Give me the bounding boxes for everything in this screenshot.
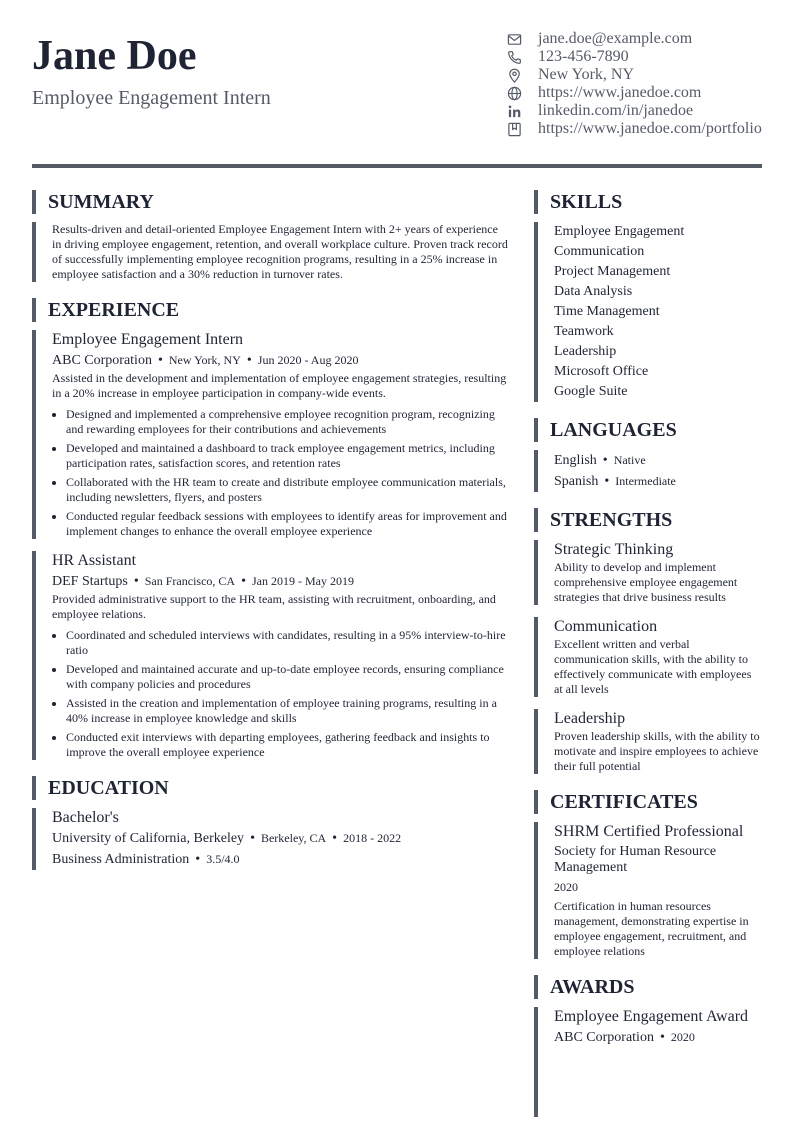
location-pin-icon: [506, 67, 522, 83]
contact-email[interactable]: [506, 30, 766, 48]
strength-title: Communication: [554, 618, 658, 635]
job-dates: Jun 2020 - Aug 2020: [257, 353, 359, 367]
job-company: DEF Startups: [52, 574, 128, 589]
contact-list: [506, 30, 766, 138]
strength-item: [534, 617, 762, 697]
strength-item: [534, 709, 762, 774]
globe-icon: [506, 85, 522, 101]
language-item: English • Native: [554, 453, 646, 468]
skill-item: Microsoft Office: [554, 364, 649, 379]
linkedin-icon: [506, 103, 522, 119]
school-name: University of California, Berkeley: [52, 831, 245, 846]
job-company: ABC Corporation: [52, 353, 152, 368]
education-section: [32, 776, 510, 870]
strength-title: Strategic Thinking: [554, 541, 674, 558]
school-location: Berkeley, CA: [260, 831, 327, 845]
list-item: • Developed and maintained a dashboard to track employee engagement metrics, including participation rates, satisfaction scores, and retention rates: [66, 441, 510, 471]
contact-linkedin[interactable]: [506, 102, 766, 120]
award-year: 2020: [670, 1030, 695, 1044]
list-item: • Conducted regular feedback sessions with employees to identify areas for improvement and implement changes to enhance the overall employee experience: [66, 509, 510, 539]
list-item: • Developed and maintained accurate and up-to-date employee records, ensuring compliance with company policies and procedures: [66, 662, 510, 692]
language-level: Native: [613, 453, 646, 467]
skill-item: Time Management: [554, 304, 660, 319]
phone-icon: [506, 49, 522, 65]
contact-phone[interactable]: [506, 48, 766, 66]
skill-item: Teamwork: [554, 324, 614, 339]
candidate-title: Employee Engagement Intern: [32, 87, 271, 109]
strengths-section: [534, 508, 762, 774]
certificate-issuer: Society for Human Resource Management: [554, 844, 717, 875]
contact-website-text: https://www.janedoe.com: [538, 84, 702, 101]
certificates-section: [534, 790, 762, 959]
education-meta: University of California, Berkeley • Berkeley, CA • 2018 - 2022: [52, 831, 402, 846]
resume-header: [32, 30, 762, 150]
skill-item: Leadership: [554, 344, 617, 359]
list-item: • Designed and implemented a comprehensive employee recognition program, recognizing and rewarding employees for their contributions and achievements: [66, 407, 510, 437]
section-heading: EDUCATION: [32, 776, 510, 800]
section-heading: SUMMARY: [32, 190, 510, 214]
list-item: • Coordinated and scheduled interviews with candidates, resulting in a 95% interview-to-hire ratio: [66, 628, 510, 658]
summary-text: Results-driven and detail-oriented Employee Engagement Intern with 2+ years of experience in driving employee engagement, retention, and overall workplace culture. Proven track record of successfully implementing employee recognition programs, resulting in a 25% increase in employee satisfaction and a 30% reduction in turnover rates.: [52, 222, 508, 281]
language-level: Intermediate: [615, 474, 676, 488]
awards-section: [534, 975, 762, 1117]
language-name: English: [554, 453, 597, 468]
job-bullets: [52, 407, 510, 539]
award-title: Employee Engagement Award: [554, 1008, 749, 1025]
education-item: [32, 808, 510, 870]
candidate-name: Jane Doe: [32, 33, 197, 79]
strength-text: Ability to develop and implement comprehensive employee engagement strategies that drive business results: [554, 560, 738, 604]
section-heading: AWARDS: [534, 975, 762, 999]
languages-section: [534, 418, 762, 492]
job-meta: DEF Startups • San Francisco, CA • Jan 2019 - May 2019: [52, 574, 354, 589]
award-item: [534, 1007, 762, 1117]
job-description: Provided administrative support to the HR team, assisting with recruitment, onboarding, and employee relations.: [52, 592, 496, 621]
skills-section: [534, 190, 762, 402]
award-meta: ABC Corporation • 2020: [554, 1030, 695, 1045]
degree: Bachelor's: [52, 809, 119, 826]
award-issuer: ABC Corporation: [554, 1030, 654, 1045]
strength-title: Leadership: [554, 710, 626, 727]
contact-email-text: jane.doe@example.com: [538, 30, 693, 47]
side-column: [534, 190, 762, 1117]
summary-body: [32, 222, 510, 282]
gpa: 3.5/4.0: [206, 852, 240, 866]
contact-phone-text: 123-456-7890: [538, 48, 629, 65]
experience-item: [32, 330, 510, 539]
experience-item: [32, 551, 510, 760]
skill-item: Project Management: [554, 264, 671, 279]
strength-text: Proven leadership skills, with the ability to motivate and inspire employees to achieve their full potential: [554, 729, 760, 773]
header-divider: [32, 164, 762, 168]
section-heading: LANGUAGES: [534, 418, 762, 442]
list-item: • Collaborated with the HR team to create and distribute employee communication materials, including newsletters, flyers, and posters: [66, 475, 510, 505]
certificate-item: [534, 822, 762, 959]
contact-linkedin-text: linkedin.com/in/janedoe: [538, 102, 694, 119]
skill-item: Google Suite: [554, 384, 628, 399]
certificate-text: Certification in human resources management, demonstrating expertise in employee engagement, recruitment, and employee relations: [554, 899, 749, 958]
job-title: Employee Engagement Intern: [52, 331, 244, 348]
job-bullets: [52, 628, 510, 760]
education-dates: 2018 - 2022: [343, 831, 402, 845]
section-heading: SKILLS: [534, 190, 762, 214]
contact-website[interactable]: [506, 84, 766, 102]
list-item: • Assisted in the creation and implementation of employee training programs, resulting in a 40% increase in employee knowledge and skills: [66, 696, 510, 726]
field-of-study: Business Administration: [52, 852, 190, 867]
contact-portfolio-text: https://www.janedoe.com/portfolio: [538, 120, 762, 137]
skills-list: [534, 222, 762, 402]
section-heading: STRENGTHS: [534, 508, 762, 532]
skill-item: Employee Engagement: [554, 224, 685, 239]
certificate-year: 2020: [554, 880, 578, 894]
experience-section: [32, 298, 510, 760]
education-field-line: Business Administration • 3.5/4.0: [52, 852, 240, 867]
bookmark-icon: [506, 121, 522, 137]
contact-location-text: New York, NY: [538, 66, 635, 83]
language-item: Spanish • Intermediate: [554, 474, 676, 489]
strength-item: [534, 540, 762, 605]
mail-icon: [506, 31, 522, 47]
certificate-title: SHRM Certified Professional: [554, 823, 744, 840]
list-item: • Conducted exit interviews with departing employees, gathering feedback and insights to improve the overall employee experience: [66, 730, 510, 760]
language-name: Spanish: [554, 474, 599, 489]
job-location: San Francisco, CA: [144, 574, 236, 588]
skill-item: Data Analysis: [554, 284, 633, 299]
contact-portfolio[interactable]: [506, 120, 766, 138]
job-location: New York, NY: [168, 353, 241, 367]
languages-list: [534, 450, 762, 492]
section-heading: CERTIFICATES: [534, 790, 762, 814]
job-dates: Jan 2019 - May 2019: [251, 574, 354, 588]
job-description: Assisted in the development and implementation of employee engagement strategies, resulting in a 20% increase in employee participation in company-wide events.: [52, 371, 507, 400]
main-column: [32, 190, 510, 870]
summary-section: [32, 190, 510, 282]
contact-location: [506, 66, 766, 84]
job-title: HR Assistant: [52, 552, 137, 569]
strength-text: Excellent written and verbal communication skills, with the ability to effectively communicate with employees at all levels: [554, 637, 752, 696]
job-meta: ABC Corporation • New York, NY • Jun 2020 - Aug 2020: [52, 353, 359, 368]
section-heading: EXPERIENCE: [32, 298, 510, 322]
skill-item: Communication: [554, 244, 645, 259]
